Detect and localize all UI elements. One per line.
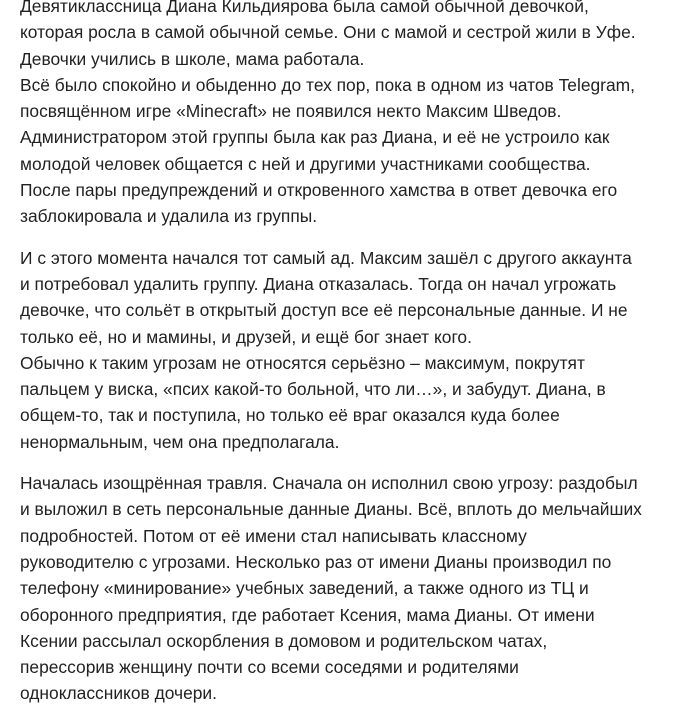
text-line: Девятиклассница Диана Кильдиярова была самой обычной девочкой, [20,0,589,16]
article-body [20,0,660,722]
text-line: руководителю с угрозами. Несколько раз от имени Дианы производил по [20,551,612,572]
text-line: одноклассников дочери. [20,683,217,704]
text-line: оборонного предприятия, где работает Ксения, мама Дианы. От имени [20,604,595,625]
text-line: Администратором этой группы была как раз Диана, и её не устроило как [20,127,610,148]
paragraph-2 [20,245,660,455]
text-line: телефону «минирование» учебных заведений, а также одного из ТЦ и [20,578,589,599]
text-line: Обычно к таким угрозам не относятся серьёзно – максимум, покрутят [20,352,585,373]
text-line: и потребовал удалить группу. Диана отказалась. Тогда он начал угрожать [20,273,617,294]
text-line: только её, но и мамины, и друзей, и ещё бог знает кого. [20,326,472,347]
text-line: ненормальным, чем она предполагала. [20,431,340,452]
text-line: и выложил в сеть персональные данные Дианы. Всё, вплоть до мельчайших [20,499,642,520]
text-line: общем-то, так и поступила, но только её враг оказался куда более [20,405,560,426]
text-line: перессорив женщину почти со всеми соседями и родителями [20,657,519,678]
text-line: И с этого момента начался тот самый ад. Максим зашёл с другого аккаунта [20,247,632,268]
text-line: которая росла в самой обычной семье. Они с мамой и сестрой жили в Уфе. [20,22,636,43]
text-line: Всё было спокойно и обыденно до тех пор, пока в одном из чатов Telegram, [20,74,635,95]
paragraph-3 [20,470,660,707]
text-line: пальцем у виска, «псих какой-то больной, что ли…», и забудут. Диана, в [20,379,606,400]
text-line: Ксении рассылал оскорбления в домовом и родительском чатах, [20,630,548,651]
text-line: После пары предупреждений и откровенного хамства в ответ девочка его [20,180,618,201]
text-line: посвящённом игре «Minecraft» не появился некто Максим Шведов. [20,101,562,122]
paragraph-1 [20,0,660,230]
text-line: Началась изощрённая травля. Сначала он исполнил свою угрозу: раздобыл [20,473,638,494]
text-line: Девочки учились в школе, мама работала. [20,48,365,69]
text-line: девочке, что сольёт в открытый доступ все её персональные данные. И не [20,300,628,321]
text-line: подробностей. Потом от её имени стал написывать классному [20,525,527,546]
text-line: молодой человек общается с ней и другими участниками сообщества. [20,153,591,174]
text-line: заблокировала и удалила из группы. [20,206,318,227]
